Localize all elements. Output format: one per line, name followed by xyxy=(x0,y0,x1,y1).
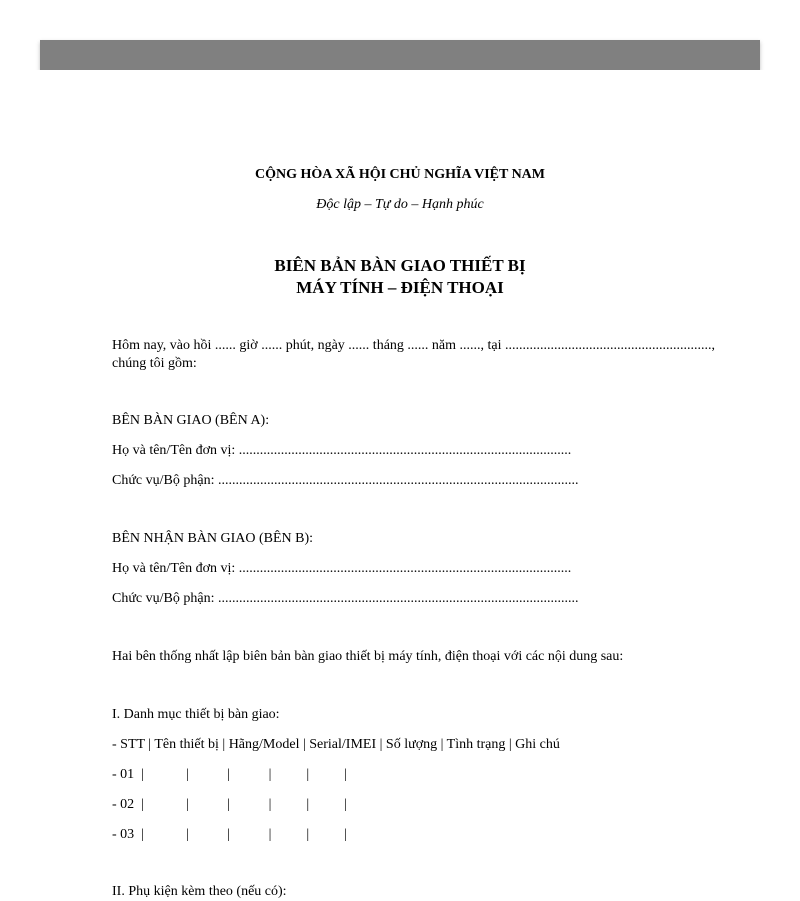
top-toolbar-bar xyxy=(40,40,760,70)
party-a-name-line: Họ và tên/Tên đơn vị: ............................................................................................... xyxy=(112,443,572,458)
intro-line2: chúng tôi gồm: xyxy=(112,356,197,371)
section1-heading: I. Danh mục thiết bị bàn giao: xyxy=(112,707,280,722)
party-a-position-line: Chức vụ/Bộ phận: ....................................................................................................... xyxy=(112,473,579,488)
document-page xyxy=(0,70,800,900)
device-table-header: - STT | Tên thiết bị | Hãng/Model | Serial/IMEI | Số lượng | Tình trạng | Ghi chú xyxy=(112,737,560,752)
agreement-text: Hai bên thống nhất lập biên bản bàn giao thiết bị máy tính, điện thoại với các nội dung sau: xyxy=(112,649,624,664)
device-table-row: - 01 | | | | | | xyxy=(112,767,347,782)
document-title-line1: BIÊN BẢN BÀN GIAO THIẾT BỊ xyxy=(274,256,526,275)
party-b-heading: BÊN NHẬN BÀN GIAO (BÊN B): xyxy=(112,531,314,546)
nation-header: CỘNG HÒA XÃ HỘI CHỦ NGHĨA VIỆT NAM xyxy=(254,167,545,182)
motto: Độc lập – Tự do – Hạnh phúc xyxy=(316,197,484,212)
party-b-name-line: Họ và tên/Tên đơn vị: ............................................................................................... xyxy=(112,561,572,576)
document-title-line2: MÁY TÍNH – ĐIỆN THOẠI xyxy=(296,278,504,297)
section2-heading: II. Phụ kiện kèm theo (nếu có): xyxy=(112,884,287,899)
device-table-row: - 03 | | | | | | xyxy=(112,827,347,842)
intro-line1: Hôm nay, vào hồi ...... giờ ...... phút, ngày ...... tháng ...... năm ......, tại ..........................................................., xyxy=(112,338,716,353)
device-table-row: - 02 | | | | | | xyxy=(112,797,347,812)
party-a-heading: BÊN BÀN GIAO (BÊN A): xyxy=(112,413,270,428)
party-b-position-line: Chức vụ/Bộ phận: ....................................................................................................... xyxy=(112,591,579,606)
